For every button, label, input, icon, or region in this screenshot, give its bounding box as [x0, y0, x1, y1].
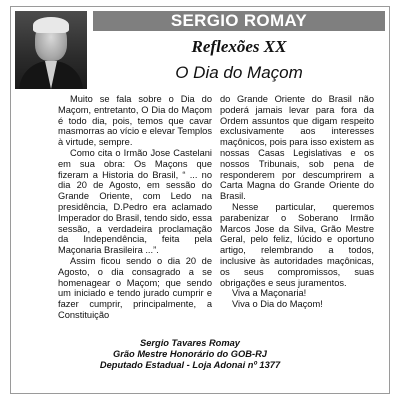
- paragraph: Muito se fala sobre o Dia do Maçom, entretanto, O Dia do Maçom é todo dia, pois, temos que cavar masmorras ao vício e elevar Templos à virtude, sempre.: [58, 94, 212, 148]
- section-title: Reflexões XX: [191, 37, 287, 56]
- left-column: [58, 94, 212, 326]
- author-name-banner: [93, 11, 385, 31]
- closing-line: Viva a Maçonaria!: [232, 288, 307, 299]
- signature-title: Grão Mestre Honorário do GOB-RJ: [113, 349, 267, 359]
- article-title: O Dia do Maçom: [175, 63, 303, 82]
- signature-affiliation: Deputado Estadual - Loja Adonai nº 1377: [99, 360, 281, 370]
- right-column: [220, 94, 374, 326]
- paragraph: Como cita o Irmão Jose Castelani em sua obra: Os Maçons que fizeram a Historia do Brasil, “ ... no dia 20 de Agosto, em sessão do Grande Oriente, com Ledo na presidência, D.Pedro era aclamado Imperador do Brasil, tendo sido, essa sessão, a verdadeira proclamação da Independência, feita pela Maçonaria Brasileira ...”.: [58, 147, 212, 256]
- signature-name: Sergio Tavares Romay: [140, 338, 240, 348]
- signature-block: [10, 338, 370, 371]
- article-body: [58, 94, 374, 326]
- closing-line: Viva o Dia do Maçom!: [232, 299, 323, 310]
- author-photo-hair: [33, 17, 69, 33]
- paragraph: Assim ficou sendo o dia 20 de Agosto, o dia consagrado a se homenagear o Maçom; que sendo um iniciado e tendo jurado cumprir e fazer cumprir, principalmente, a Constituição: [58, 255, 212, 320]
- author-name: SERGIO ROMAY: [170, 11, 308, 30]
- paragraph: do Grande Oriente do Brasil não poderá jamais levar para fora da Ordem assuntos que digam respeito exclusivamente aos interesses maçônicos, pois para isso existem as nossas Casas Legislativas e os nossos Tribunais, sob pena de responderem por descumprirem a Carta Magna do Grande Oriente do Brasil.: [220, 94, 374, 202]
- author-photo: [15, 11, 87, 89]
- paragraph: Nesse particular, queremos parabenizar o Soberano Irmão Marcos Jose da Silva, Grão Mestre Geral, pelo feliz, lúcido e oportuno artigo, relembrando a todos, inclusive às autoridades maçônicas, os seus compromissos, suas obrigações e seus juramentos.: [220, 201, 374, 288]
